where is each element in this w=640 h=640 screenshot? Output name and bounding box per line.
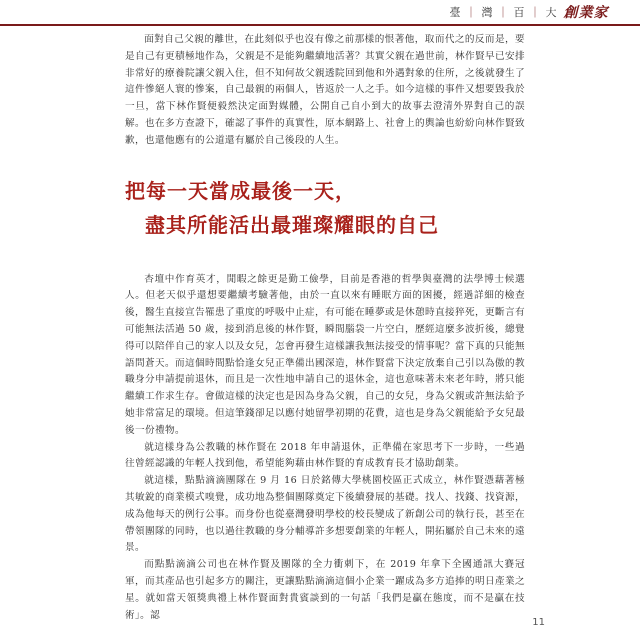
header-logo: 創業家 xyxy=(563,5,609,21)
paragraph-bottom-2: 就這樣身為公教職的林作賢在 2018 年申請退休，正準備在家思考下一步時，一些過往曾經認識的年輕人找到他，希望能夠藉由林作賢的育成教育長才協助創業。 xyxy=(125,441,525,470)
page-number: 11 xyxy=(532,617,545,628)
heading-line-1: 把每一天當成最後一天， xyxy=(125,178,356,203)
heading-line-2: 盡其所能活出最璀璨耀眼的自己 xyxy=(145,212,439,237)
paragraph-top-1: 面對自己父親的離世，在此刻似乎也沒有像之前那樣的恨著他，取而代之的反而是，要是自己有更積極地作為，父親是不是能夠繼續地活著？其實父親在過世前，林作賢早已安排非常好的療養院讓父親入住，但不知何故父親透院回到他和外遇對象的住所，之後就發生了這件慘絕人寰的慘案，自己最親的兩個人，皆返於一人之手。如今這樣的事件又想要毀我於一旦，當下林作賢便毅然決定面對媒體，公開自己自小到大的故事去澄清外界對自己的誤解。也在多方查證下，確認了事件的真實性，原本網路上、社會上的輿論也紛紛向林作賢致歉，也還他應有的公道還有屬於自己後段的人生。 xyxy=(125,34,525,146)
running-header xyxy=(0,0,640,26)
page-body xyxy=(125,32,525,624)
header-title-block: 臺 ｜ 灣 ｜ 百 ｜ 大 創業家 xyxy=(444,0,614,24)
header-seg-4: 大 xyxy=(545,6,558,19)
header-seg-1: 臺 xyxy=(449,6,462,19)
header-seg-3: 百 xyxy=(513,6,526,19)
paragraph-bottom-1: 杏壇中作育英才，閒暇之餘更是勤工儉學，目前是香港的哲學與臺灣的法學博士候選人。但老天似乎還想要繼續考驗著他，由於一直以來有睡眠方面的困擾，經過詳細的檢查後，醫生直接宣告罹患了重度的呼吸中止症，有可能在睡夢或是休憩時直接猝死，更斷言有可能無法活過 50 歲，接到消息後的林作賢，瞬間腦袋一片空白，歷經這麼多波折後，總覺得可以陪伴自己的家人以及女兒，怎會再發生這樣讓我無法接受的情事呢？當下真的只能無語問蒼天。而這個時間點恰逢女兒正準備出國深造，林作賢當下決定放棄自己引以為傲的教職身分申請提前退休，而且是一次性地申請自己的退休金，這也意味著未來老年時，將只能繼續工作求生存。會做這樣的決定也是因為身為父親，自己的女兒，身為父親或許無法給予她非常富足的環境。但這筆錢卻足以應付她留學初期的花費，這也是身為父親能給予女兒最後一份禮物。 xyxy=(125,273,525,436)
header-seg-2: 灣 xyxy=(481,6,494,19)
paragraph-bottom-4: 而點點滴滴公司也在林作賢及團隊的全力衝刺下，在 2019 年拿下全國通訊大賽冠軍，而其產品也引起多方的關注，更讓點點滴滴這個小企業一躍成為多方追捧的明日產業之星。就如當天領獎典禮上林作賢面對貴賓談到的一句話「我們是贏在態度，而不是贏在技術」。認 xyxy=(125,559,525,621)
section-heading xyxy=(125,174,525,242)
header-rule xyxy=(0,24,640,26)
paragraph-bottom-3: 就這樣，點點滴滴團隊在 9 月 16 日於銘傳大學桃園校區正式成立，林作賢憑藉著極其敏銳的商業模式嗅覺，成功地為整個團隊奠定下後續發展的基礎。找人、找錢、找資源，成為他每天的例行公事。而身份也從臺灣發明學校的校長變成了新創公司的執行長，甚至在帶領團隊的同時，也以過往教職的身分輔導許多想要創業的年輕人，開拓屬於自己未來的遠景。 xyxy=(125,475,525,554)
